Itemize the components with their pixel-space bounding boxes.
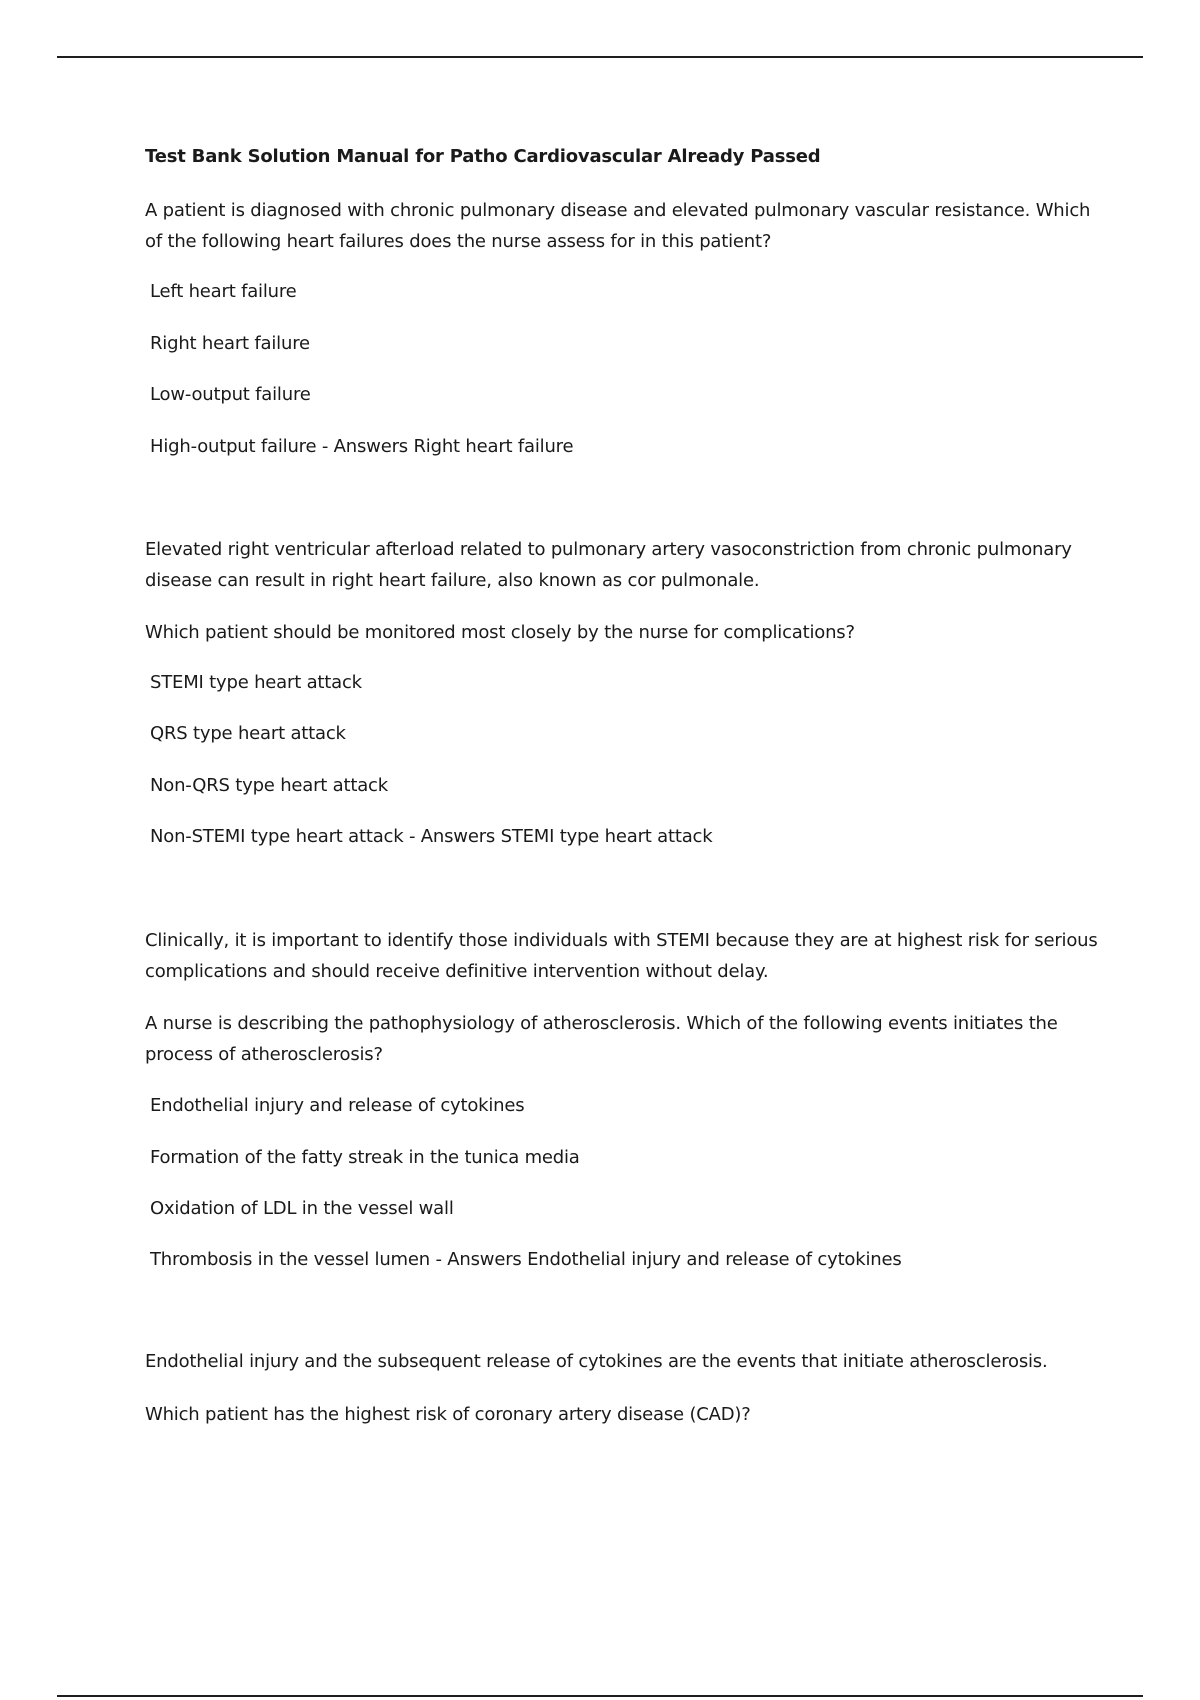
question-1-text: A patient is diagnosed with chronic pulmonary disease and elevated pulmonary vascular resistance. Which of the following heart failures does the nurse assess for in this patient? [145,200,1091,252]
q1-option-3: Low-output failure [150,384,311,405]
q2-rationale: Clinically, it is important to identify those individuals with STEMI because they are at highest risk for serious complications and should receive definitive intervention without delay. [145,930,1098,982]
q1-option-2: Right heart failure [150,333,310,354]
q1-option-1: Left heart failure [150,281,297,302]
top-rule [57,56,1143,58]
question-4-text: Which patient has the highest risk of coronary artery disease (CAD)? [145,1404,751,1425]
q2-option-1: STEMI type heart attack [150,672,362,693]
q1-rationale: Elevated right ventricular afterload related to pulmonary artery vasoconstriction from chronic pulmonary disease can result in right heart failure, also known as cor pulmonale. [145,539,1072,591]
q3-option-1: Endothelial injury and release of cytokines [150,1095,525,1116]
q1-option-4-answer: High-output failure - Answers Right heart failure [150,436,574,457]
q2-option-4-answer: Non-STEMI type heart attack - Answers STEMI type heart attack [150,826,713,847]
bottom-rule [57,1695,1143,1697]
q3-option-4-answer: Thrombosis in the vessel lumen - Answers Endothelial injury and release of cytokines [150,1249,902,1270]
q2-option-2: QRS type heart attack [150,723,346,744]
q3-rationale: Endothelial injury and the subsequent release of cytokines are the events that initiate atherosclerosis. [145,1351,1048,1372]
q2-option-3: Non-QRS type heart attack [150,775,388,796]
q3-option-3: Oxidation of LDL in the vessel wall [150,1198,454,1219]
question-3-text: A nurse is describing the pathophysiology of atherosclerosis. Which of the following events initiates the process of atherosclerosis? [145,1013,1058,1065]
q3-option-2: Formation of the fatty streak in the tunica media [150,1147,580,1168]
document-title: Test Bank Solution Manual for Patho Cardiovascular Already Passed [145,146,821,167]
question-2-text: Which patient should be monitored most closely by the nurse for complications? [145,622,855,643]
